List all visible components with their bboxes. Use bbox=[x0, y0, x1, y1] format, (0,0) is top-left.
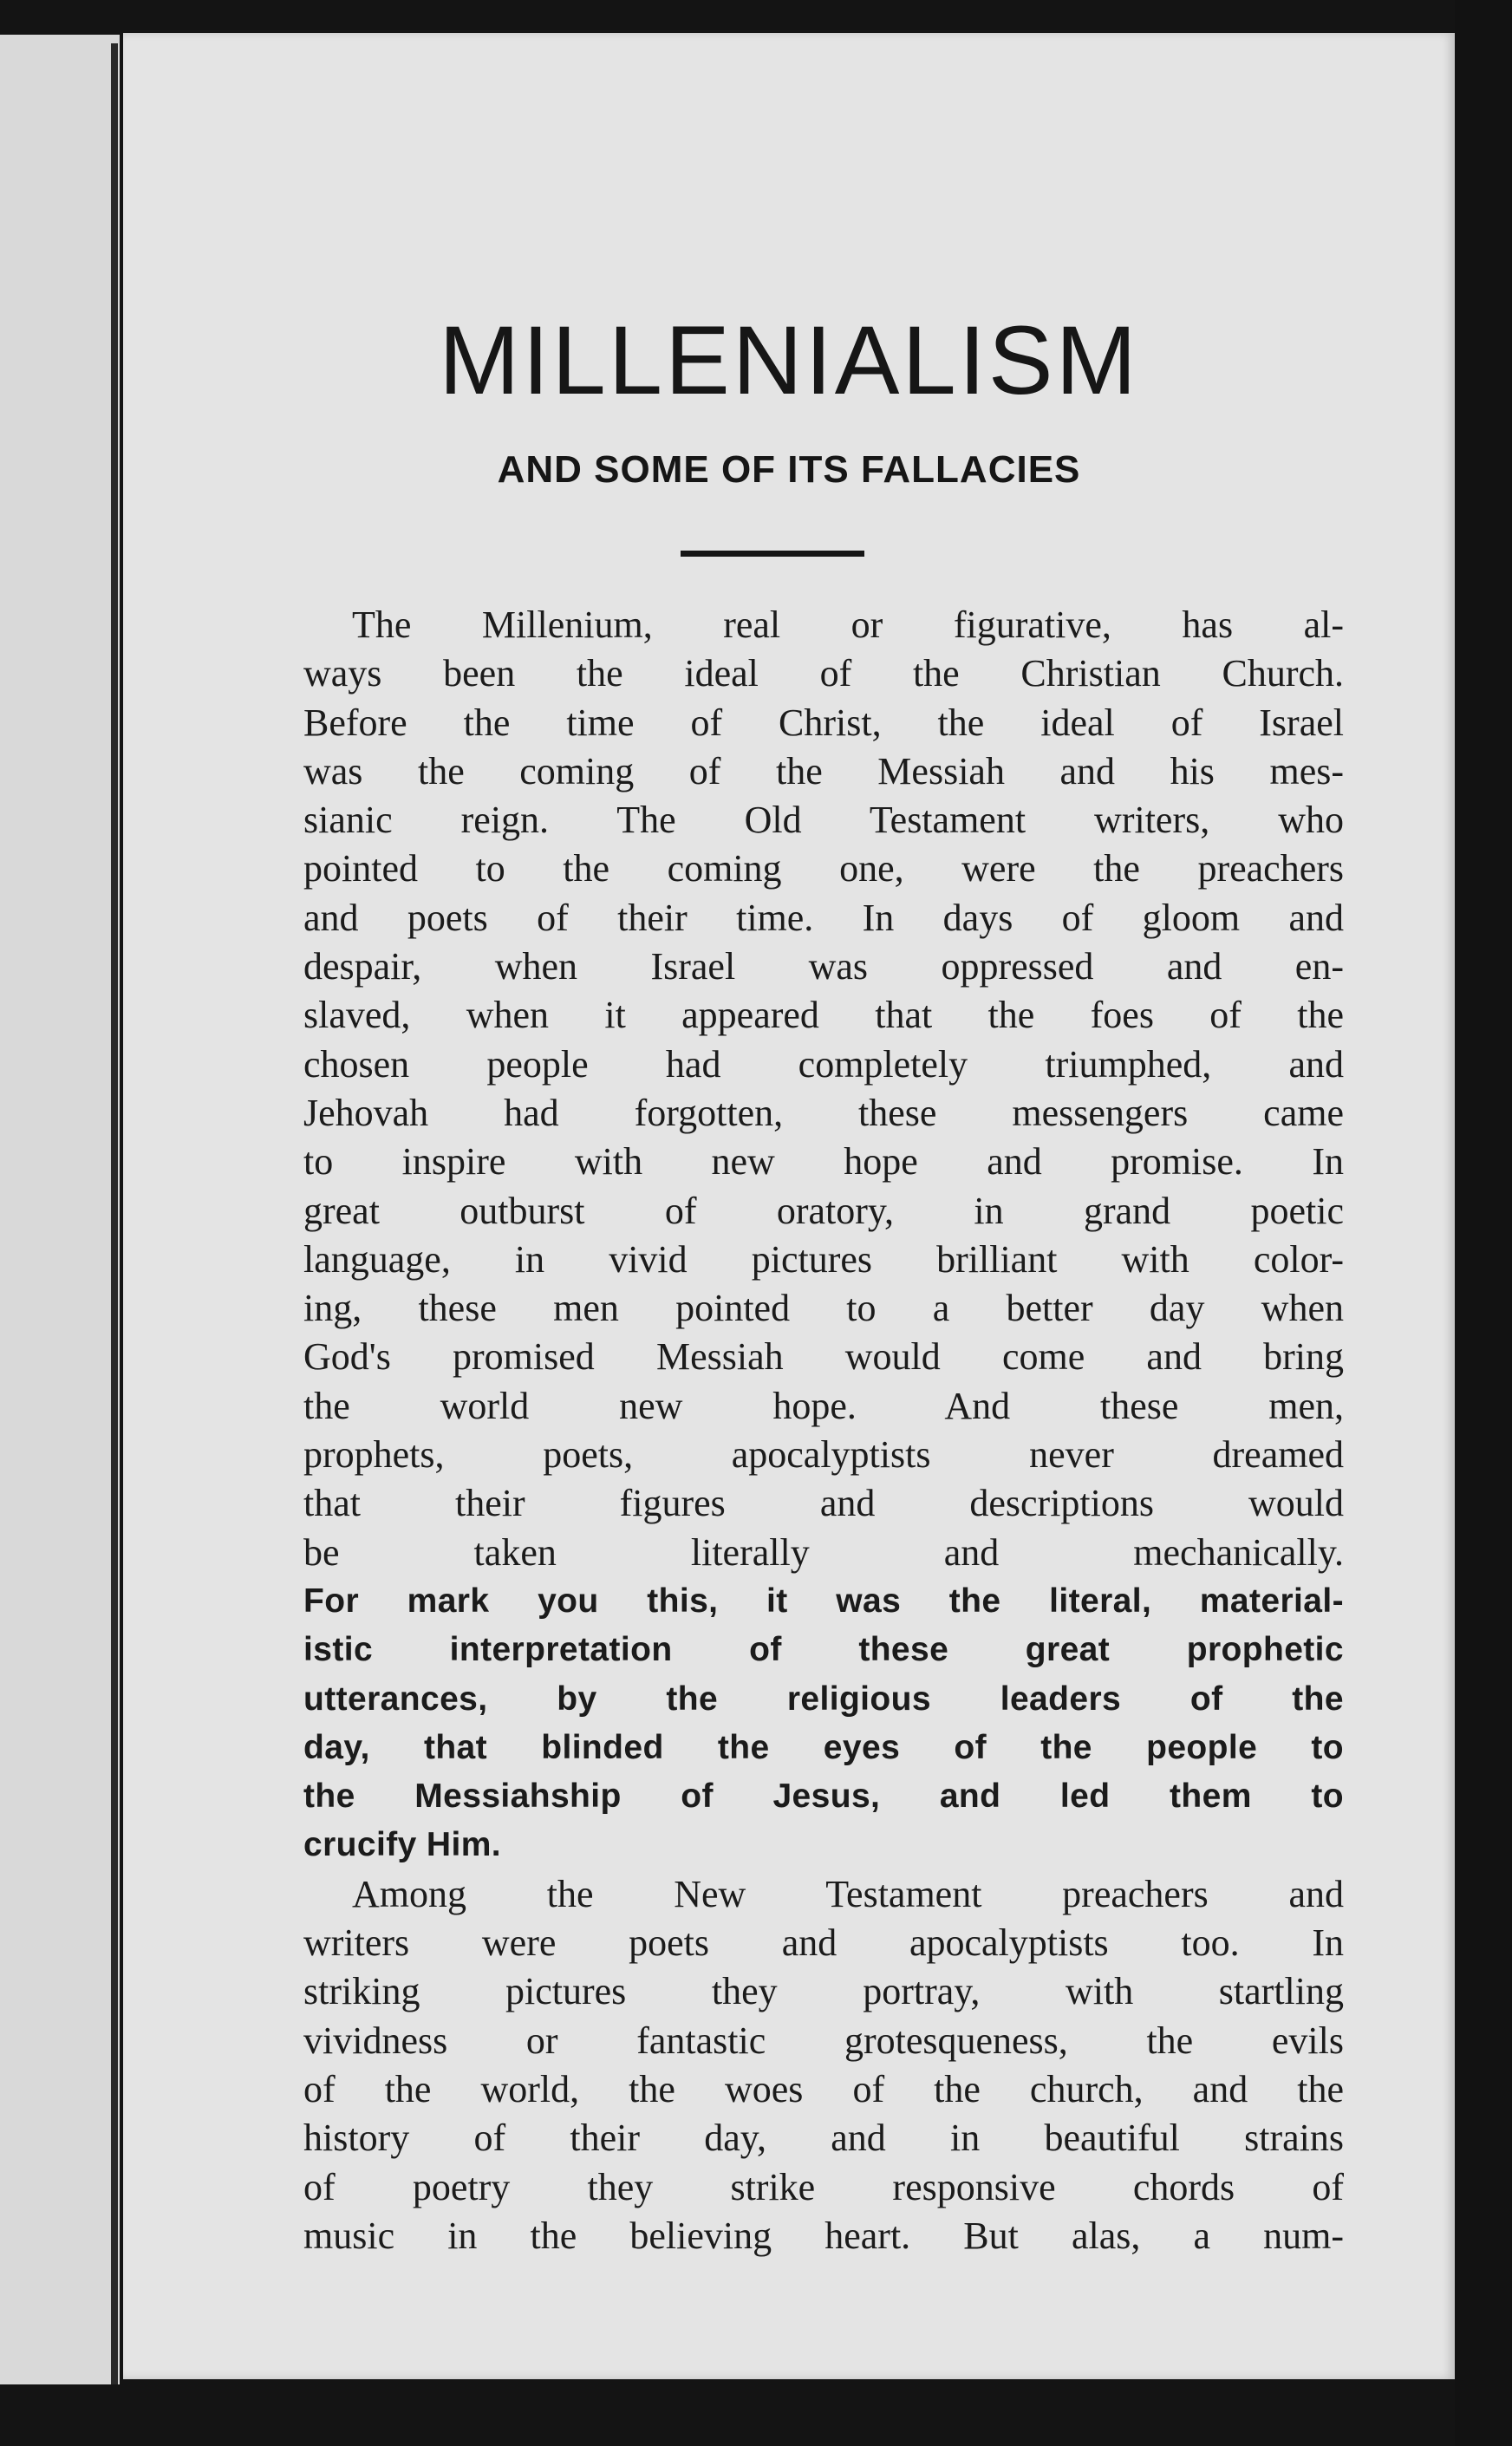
text-line: music in the believing heart. But alas, a num- bbox=[303, 2214, 1344, 2257]
text-line: and poets of their time. In days of gloom and bbox=[303, 896, 1344, 939]
scan-border bbox=[1455, 0, 1512, 2446]
document-body bbox=[303, 601, 1344, 2260]
text-line: ways been the ideal of the Christian Church. bbox=[303, 652, 1344, 695]
text-line: prophets, poets, apocalyptists never dreamed bbox=[303, 1433, 1344, 1477]
emphasis-line: day, that blinded the eyes of the people to bbox=[303, 1728, 1344, 1766]
text-line: to inspire with new hope and promise. In bbox=[303, 1140, 1344, 1184]
text-line: history of their day, and in beautiful strains bbox=[303, 2117, 1344, 2160]
text-line: vividness or fantastic grotesqueness, the evils bbox=[303, 2019, 1344, 2062]
text-line: great outburst of oratory, in grand poetic bbox=[303, 1189, 1344, 1232]
text-line: writers were poets and apocalyptists too. In bbox=[303, 1921, 1344, 1965]
text-line: of poetry they strike responsive chords of bbox=[303, 2165, 1344, 2208]
emphasis-line: istic interpretation of these great prophetic bbox=[303, 1631, 1344, 1669]
text-line: that their figures and descriptions would bbox=[303, 1482, 1344, 1525]
document-page bbox=[123, 33, 1455, 2379]
text-line: sianic reign. The Old Testament writers, who bbox=[303, 799, 1344, 842]
document-title: MILLENIALISM bbox=[439, 306, 1139, 414]
document-subtitle: AND SOME OF ITS FALLACIES bbox=[497, 448, 1081, 491]
text-line: language, in vivid pictures brilliant with color- bbox=[303, 1237, 1344, 1281]
text-line: God's promised Messiah would come and bring bbox=[303, 1335, 1344, 1379]
emphasis-line: utterances, by the religious leaders of the bbox=[303, 1680, 1344, 1718]
text-line: Before the time of Christ, the ideal of Israel bbox=[303, 701, 1344, 744]
emphasis-line: crucify Him. bbox=[303, 1826, 502, 1864]
text-line: despair, when Israel was oppressed and en- bbox=[303, 945, 1344, 988]
text-line: be taken literally and mechanically. bbox=[303, 1530, 1344, 1574]
text-line: was the coming of the Messiah and his mes- bbox=[303, 749, 1344, 793]
paragraph-2 bbox=[303, 1870, 1344, 2260]
text-line: of the world, the woes of the church, and the bbox=[303, 2067, 1344, 2110]
emphasis-line: the Messiahship of Jesus, and led them to bbox=[303, 1777, 1344, 1816]
facing-page-edge bbox=[0, 35, 120, 2384]
text-line: chosen people had completely triumphed, and bbox=[303, 1042, 1344, 1086]
text-line: slaved, when it appeared that the foes of the bbox=[303, 994, 1344, 1037]
title-divider bbox=[681, 551, 864, 557]
page-gutter bbox=[111, 43, 118, 2384]
emphasis-line: For mark you this, it was the literal, material- bbox=[303, 1582, 1344, 1620]
text-line: Among the New Testament preachers and bbox=[352, 1872, 1344, 1915]
text-line: pointed to the coming one, were the preachers bbox=[303, 847, 1344, 890]
text-line: the world new hope. And these men, bbox=[303, 1384, 1344, 1427]
text-line: ing, these men pointed to a better day when bbox=[303, 1287, 1344, 1330]
text-line: The Millenium, real or figurative, has al- bbox=[352, 603, 1344, 646]
paragraph-1 bbox=[303, 601, 1344, 1870]
text-line: striking pictures they portray, with startling bbox=[303, 1970, 1344, 2013]
text-line: Jehovah had forgotten, these messengers came bbox=[303, 1091, 1344, 1134]
